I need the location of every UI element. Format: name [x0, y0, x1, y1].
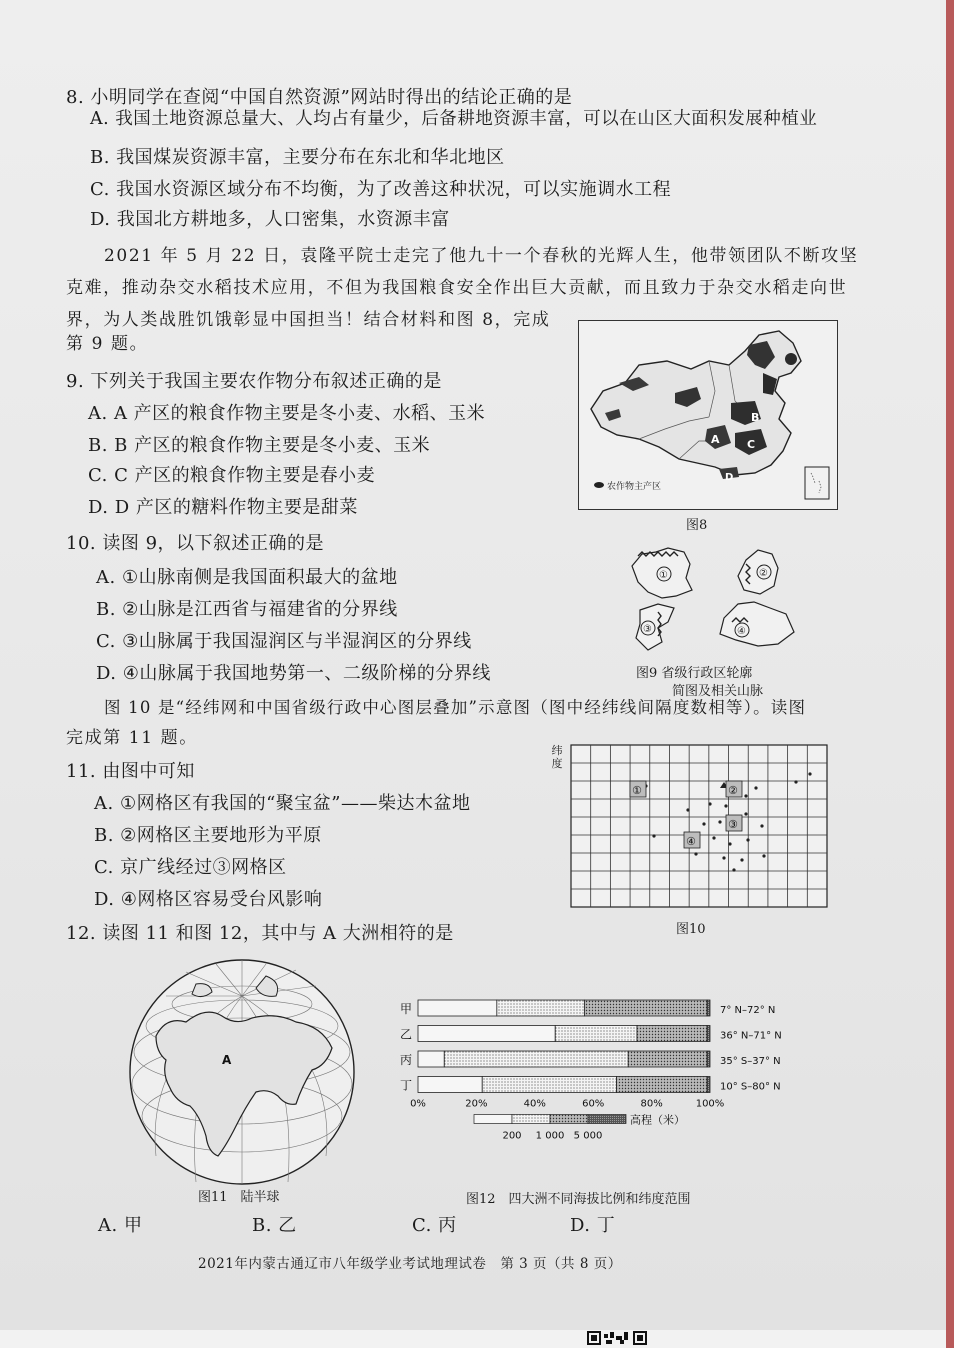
q8-option-d: D. 我国北方耕地多，人口密集，水资源丰富: [90, 209, 450, 230]
inset-islands: [811, 473, 821, 493]
figure-10-grid: [570, 744, 830, 910]
figure-11-land-hemisphere: [126, 956, 358, 1188]
q10-option-c: C. ③山脉属于我国湿润区与半湿润区的分界线: [96, 631, 472, 652]
q9-option-d: D. D 产区的糖料作物主要是甜菜: [88, 497, 358, 518]
chart-category-labels: [400, 1002, 412, 1093]
x-tick-label: 60%: [582, 1098, 605, 1110]
grid-mark-2: ②: [728, 784, 738, 797]
q9-option-c: C. C 产区的粮食作物主要是春小麦: [88, 465, 376, 486]
q11-option-d: D. ④网格区容易受台风影响: [94, 889, 323, 910]
map-label-d: D: [725, 472, 734, 483]
latitude-label: 10° S–80° N: [720, 1081, 781, 1093]
x-tick-label: 100%: [695, 1098, 725, 1110]
legend-swatch: [594, 482, 604, 488]
category-label: 丁: [400, 1078, 413, 1093]
fig10-intro-line-2: 完成第 11 题。: [66, 728, 198, 748]
q8-stem: 8. 小明同学在查阅“中国自然资源”网站时得出的结论正确的是: [66, 87, 573, 108]
mark-1: ①: [659, 570, 668, 581]
x-tick-label: 40%: [523, 1098, 546, 1110]
map-label-b: B: [751, 411, 760, 424]
q12-option-a: A. 甲: [98, 1215, 143, 1236]
bar-segment: [617, 1077, 708, 1093]
category-label: 甲: [400, 1002, 413, 1016]
province-4-outline: [720, 602, 794, 646]
x-tick-label: 0%: [410, 1098, 426, 1110]
province-2-outline: [738, 550, 778, 594]
mark-3: ③: [643, 624, 652, 635]
bar-segment: [418, 1000, 497, 1016]
figure-10-caption: 图10: [676, 922, 706, 937]
bar-segment: [637, 1026, 707, 1042]
map-label-c: C: [747, 438, 756, 451]
bottom-strip: [0, 1330, 946, 1348]
figure-8-caption: 图8: [686, 518, 708, 533]
bar-segment: [555, 1026, 637, 1042]
bar-segment: [707, 1026, 710, 1042]
x-tick-label: 80%: [640, 1098, 663, 1110]
q11-option-b: B. ②网格区主要地形为平原: [94, 825, 322, 846]
legend-swatch: [474, 1115, 512, 1124]
figure-11-caption: 图11 陆半球: [198, 1190, 280, 1205]
legend-swatch: [550, 1115, 588, 1124]
legend-text: 农作物主产区: [607, 482, 662, 492]
crop-area-heilongjiang: [785, 353, 797, 365]
chart-legend: [474, 1113, 685, 1142]
category-label: 乙: [400, 1027, 413, 1042]
map-label-a: A: [711, 433, 720, 446]
legend-swatch: [512, 1115, 550, 1124]
q12-stem: 12. 读图 11 和图 12，其中与 A 大洲相符的是: [66, 923, 454, 944]
latitude-label: 7° N–72° N: [720, 1005, 776, 1016]
latitude-label: 35° S–37° N: [720, 1056, 781, 1067]
q10-option-b: B. ②山脉是江西省与福建省的分界线: [96, 599, 398, 620]
grid-mark-4: ④: [686, 835, 696, 848]
red-edge: [946, 0, 954, 1348]
material-line-2: 克难，推动杂交水稻技术应用，不但为我国粮食安全作出巨大贡献，而且致力于杂交水稻走向世: [66, 278, 848, 298]
bar-segment: [628, 1051, 707, 1067]
q11-stem: 11. 由图中可知: [66, 761, 195, 782]
q11-option-c: C. 京广线经过③网格区: [94, 857, 287, 878]
category-label: 丙: [400, 1053, 413, 1067]
legend-unit: 高程（米）: [630, 1113, 685, 1127]
q12-option-c: C. 丙: [412, 1215, 457, 1236]
continent-label-a: A: [222, 1053, 232, 1067]
south-china-sea-inset: [805, 467, 829, 499]
qr-code-icon: [586, 1330, 656, 1348]
chart-bars: [418, 1000, 710, 1093]
legend-swatch: [588, 1115, 626, 1124]
chart-x-ticks: [410, 1099, 724, 1110]
q8-option-c: C. 我国水资源区域分布不均衡，为了改善这种状况，可以实施调水工程: [90, 179, 672, 200]
q10-stem: 10. 读图 9，以下叙述正确的是: [66, 533, 325, 554]
latitude-label: 36° N–71° N: [720, 1030, 782, 1042]
figure-10-y-label: 纬度: [551, 744, 563, 770]
bar-segment: [418, 1077, 482, 1093]
figure-9-caption-2: 简图及相关山脉: [672, 684, 764, 699]
page-footer: 2021年内蒙古通辽市八年级学业考试地理试卷 第 3 页（共 8 页）: [198, 1256, 622, 1272]
q9-option-a: A. A 产区的粮食作物主要是冬小麦、水稻、玉米: [88, 403, 486, 424]
material-line-1: 2021 年 5 月 22 日，袁隆平院士走完了他九十一个春秋的光辉人生，他带领团队不断攻坚: [104, 246, 859, 266]
province-outlines-svg: [628, 542, 828, 662]
bar-segment: [482, 1077, 616, 1093]
figure-12-chart: [396, 994, 796, 1158]
elevation-chart-svg: [396, 994, 796, 1158]
china-map-svg: [579, 321, 837, 509]
globe-svg: [126, 956, 358, 1188]
q12-option-d: D. 丁: [570, 1215, 616, 1236]
material-line-4: 第 9 题。: [66, 334, 149, 354]
figure-8-china-map: [578, 320, 838, 510]
bar-segment: [707, 1077, 710, 1093]
q8-option-b: B. 我国煤炭资源丰富，主要分布在东北和华北地区: [90, 147, 505, 168]
grid-mark-1: ①: [632, 784, 642, 797]
grid-mark-3: ③: [728, 818, 738, 831]
q8-option-a: A. 我国土地资源总量大、人均占有量少，后备耕地资源丰富，可以在山区大面积发展种植业: [90, 109, 818, 129]
bar-segment: [418, 1051, 444, 1067]
bar-segment: [497, 1000, 585, 1016]
bar-segment: [707, 1000, 710, 1016]
bar-segment: [444, 1051, 628, 1067]
grid-frame: [571, 745, 827, 907]
bar-segment: [707, 1051, 710, 1067]
bar-segment: [584, 1000, 707, 1016]
mark-2: ②: [759, 568, 768, 579]
mark-4: ④: [737, 626, 746, 637]
q12-option-b: B. 乙: [252, 1215, 297, 1236]
legend-tick: 5 000: [573, 1130, 603, 1142]
q10-option-a: A. ①山脉南侧是我国面积最大的盆地: [96, 567, 398, 588]
figure-9-caption-1: 图9 省级行政区轮廓: [636, 666, 753, 681]
q10-option-d: D. ④山脉属于我国地势第一、二级阶梯的分界线: [96, 663, 491, 684]
q11-option-a: A. ①网格区有我国的“聚宝盆”——柴达木盆地: [94, 793, 471, 814]
lat-lon-grid-svg: [570, 744, 830, 910]
bar-segment: [418, 1026, 555, 1042]
legend-tick: 200: [502, 1130, 522, 1142]
q9-option-b: B. B 产区的粮食作物主要是冬小麦、玉米: [88, 435, 431, 456]
figure-12-caption: 图12 四大洲不同海拔比例和纬度范围: [466, 1192, 691, 1207]
chart-latitude-labels: [720, 1005, 782, 1093]
x-tick-label: 20%: [465, 1098, 488, 1110]
fig10-intro-line-1: 图 10 是“经纬网和中国省级行政中心图层叠加”示意图（图中经纬线间隔度数相等）。读图: [104, 698, 807, 717]
legend-tick: 1 000: [535, 1130, 565, 1142]
figure-9-province-outlines: [628, 542, 828, 662]
material-line-3: 界，为人类战胜饥饿彰显中国担当！结合材料和图 8，完成: [66, 310, 551, 330]
q9-stem: 9. 下列关于我国主要农作物分布叙述正确的是: [66, 371, 442, 392]
